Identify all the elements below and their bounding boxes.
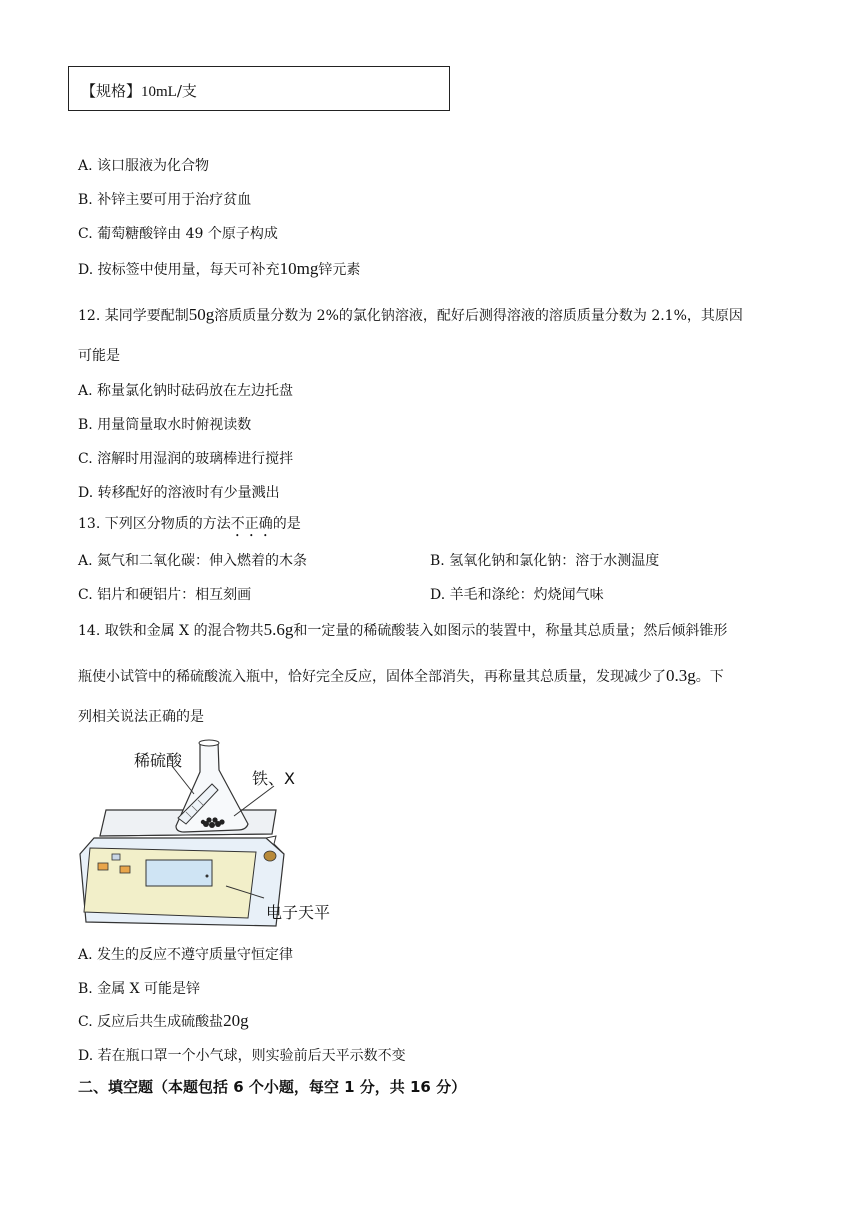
q14-c-pre: C. 反应后共生成硫酸盐	[78, 1014, 224, 1030]
q14-stem-line2	[78, 666, 724, 686]
q13-stem-emphasis: 不正确	[230, 516, 273, 532]
balance-button	[98, 863, 108, 870]
q14-stem1-value: 5.6g	[263, 620, 294, 639]
spec-label: 【规格】	[81, 82, 142, 100]
q14-c-value: 20g	[223, 1011, 249, 1030]
q14-option-a: A. 发生的反应不遵守质量守恒定律	[78, 947, 294, 963]
q11-d-value: 10mg	[279, 259, 319, 278]
q12-stem-line2: 可能是	[78, 348, 120, 364]
spec-box	[68, 66, 450, 111]
label-electronic-balance: 电子天平	[266, 903, 331, 922]
q12-stem-value: 50g	[188, 305, 215, 324]
label-dilute-sulfuric-acid: 稀硫酸	[134, 751, 183, 770]
q14-stem2-post: 。下	[695, 669, 724, 685]
q13-option-c: C. 铝片和硬铝片：相互刻画	[78, 587, 252, 603]
q12-stem-line1	[78, 305, 743, 325]
balance-figure	[76, 736, 346, 932]
q14-stem1-post: 和一定量的稀硫酸装入如图示的装置中，称量其总质量；然后倾斜锥形	[293, 623, 728, 639]
balance-button	[120, 866, 130, 873]
q14-stem-line3: 列相关说法正确的是	[78, 709, 204, 725]
q13-option-d: D. 羊毛和涤纶：灼烧闻气味	[430, 587, 604, 603]
spec-unit: /支	[176, 82, 197, 100]
balance-foot	[264, 851, 276, 861]
q12-stem-post: 溶质质量分数为 2%的氯化钠溶液，配好后测得溶液的溶质质量分数为 2.1%，其原因	[214, 308, 743, 324]
q11-d-pre: D. 按标签中使用量，每天可补充	[78, 262, 280, 278]
q13-option-b: B. 氢氧化钠和氯化钠：溶于水测温度	[430, 553, 660, 569]
q14-stem2-pre: 瓶使小试管中的稀硫酸流入瓶中，恰好完全反应，固体全部消失，再称量其总质量，发现减少了	[78, 669, 666, 685]
q14-option-c	[78, 1011, 249, 1031]
spec-value: 10mL	[141, 84, 177, 100]
q14-option-b: B. 金属 X 可能是锌	[78, 981, 201, 997]
section-heading: 二、填空题（本题包括 6 个小题，每空 1 分，共 16 分）	[78, 1078, 467, 1096]
balance-display	[146, 860, 212, 886]
q13-option-a: A. 氮气和二氧化碳：伸入燃着的木条	[78, 553, 308, 569]
q12-option-c: C. 溶解时用湿润的玻璃棒进行搅拌	[78, 451, 294, 467]
q12-option-b: B. 用量筒量取水时俯视读数	[78, 417, 252, 433]
q11-option-a: A. 该口服液为化合物	[78, 158, 210, 174]
label-iron-x: 铁、X	[252, 769, 295, 788]
q14-stem-line1	[78, 620, 727, 640]
display-dot	[206, 875, 209, 878]
q12-option-a: A. 称量氯化钠时砝码放在左边托盘	[78, 383, 294, 399]
q11-option-d	[78, 259, 360, 279]
q14-option-d: D. 若在瓶口罩一个小气球，则实验前后天平示数不变	[78, 1048, 406, 1064]
q12-option-d: D. 转移配好的溶液时有少量溅出	[78, 485, 280, 501]
balance-button	[112, 854, 120, 860]
q14-stem2-value: 0.3g	[666, 666, 696, 685]
q11-option-b: B. 补锌主要可用于治疗贫血	[78, 192, 252, 208]
q13-stem	[78, 513, 301, 540]
q13-stem-post: 的是	[272, 516, 301, 532]
spec-text	[81, 80, 197, 101]
q11-d-post: 锌元素	[318, 262, 361, 278]
q14-stem1-pre: 14. 取铁和金属 X 的混合物共	[78, 623, 264, 639]
q13-stem-pre: 13. 下列区分物质的方法	[78, 516, 231, 532]
q12-stem-pre: 12. 某同学要配制	[78, 308, 189, 324]
q11-option-c: C. 葡萄糖酸锌由 49 个原子构成	[78, 226, 278, 242]
